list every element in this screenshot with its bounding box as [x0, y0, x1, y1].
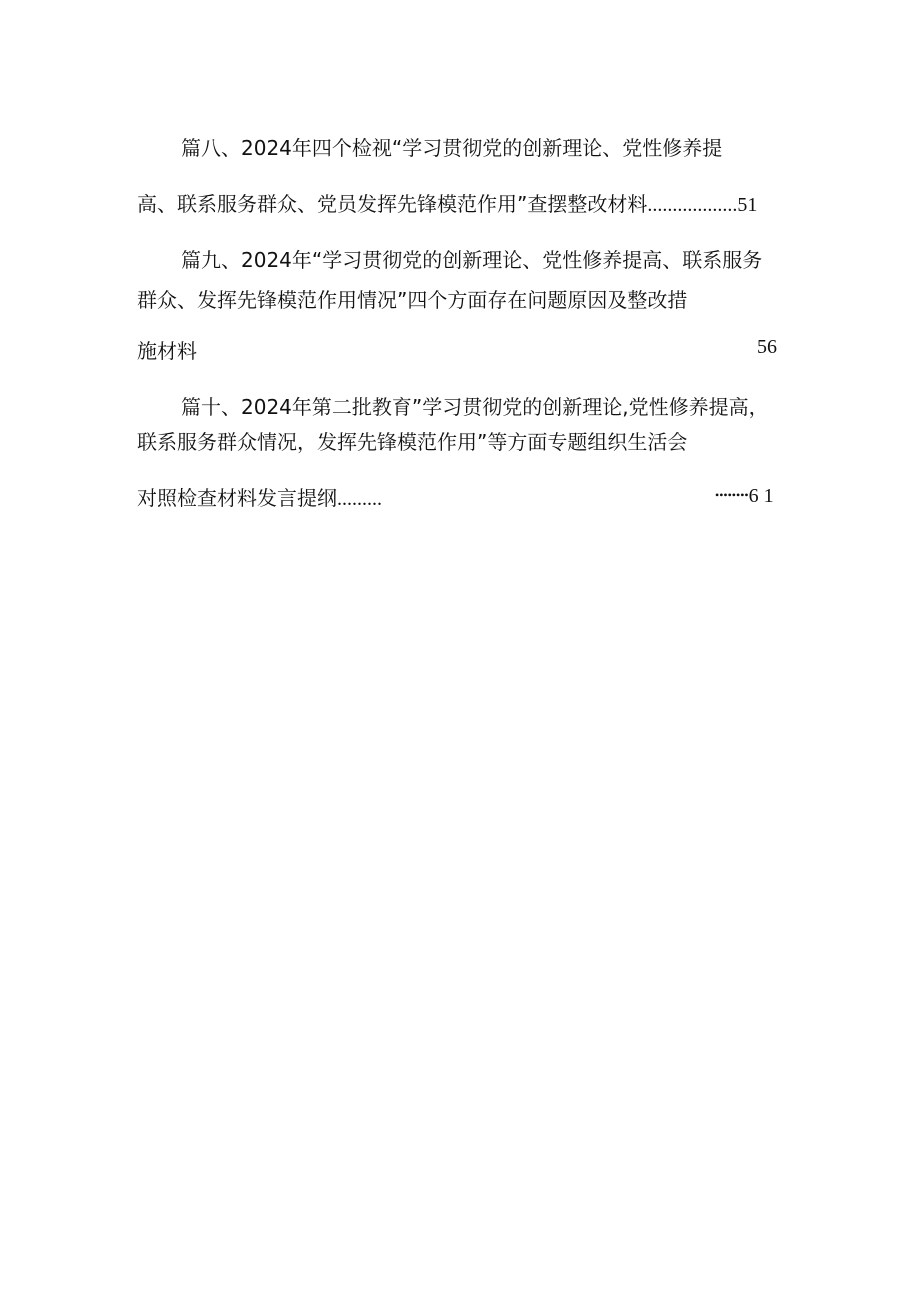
toc-entry-9-line-1: 篇九、2024年“学习贯彻党的创新理论、党性修养提高、联系服务: [181, 248, 763, 272]
toc-entry-8-page: 51: [737, 194, 758, 216]
toc-bullet-leader: ••••••••: [715, 488, 749, 502]
toc-entry-9-line-3: 施材料: [137, 339, 197, 363]
toc-leader-dots: ..................: [647, 194, 738, 216]
toc-entry-8-line-2: [137, 189, 777, 219]
toc-entry-9-page: 56: [757, 336, 777, 358]
toc-entry-8-text: 高、联系服务群众、党员发挥先锋模范作用”查摆整改材料: [137, 192, 648, 216]
toc-entry-8-line-1: 篇八、2024年四个检视“学习贯彻党的创新理论、党性修养提: [181, 136, 723, 160]
toc-entry-9-line-2: 群众、发挥先锋模范作用情况”四个方面存在问题原因及整改措: [137, 288, 688, 312]
toc-leader-dots: .........: [337, 488, 382, 510]
toc-entry-10-line-1: 篇十、2024年第二批教育”学习贯彻党的创新理论,党性修养提高，: [181, 395, 769, 419]
toc-entry-10-line-2: 联系服务群众情况，发挥先锋模范作用”等方面专题组织生活会: [137, 430, 688, 454]
toc-entry-10-page-leader: [715, 480, 774, 511]
toc-entry-10-line-3: [137, 483, 777, 513]
toc-entry-10-page: 6 1: [748, 485, 774, 507]
toc-entry-10-text: 对照检查材料发言提纲: [137, 486, 337, 510]
